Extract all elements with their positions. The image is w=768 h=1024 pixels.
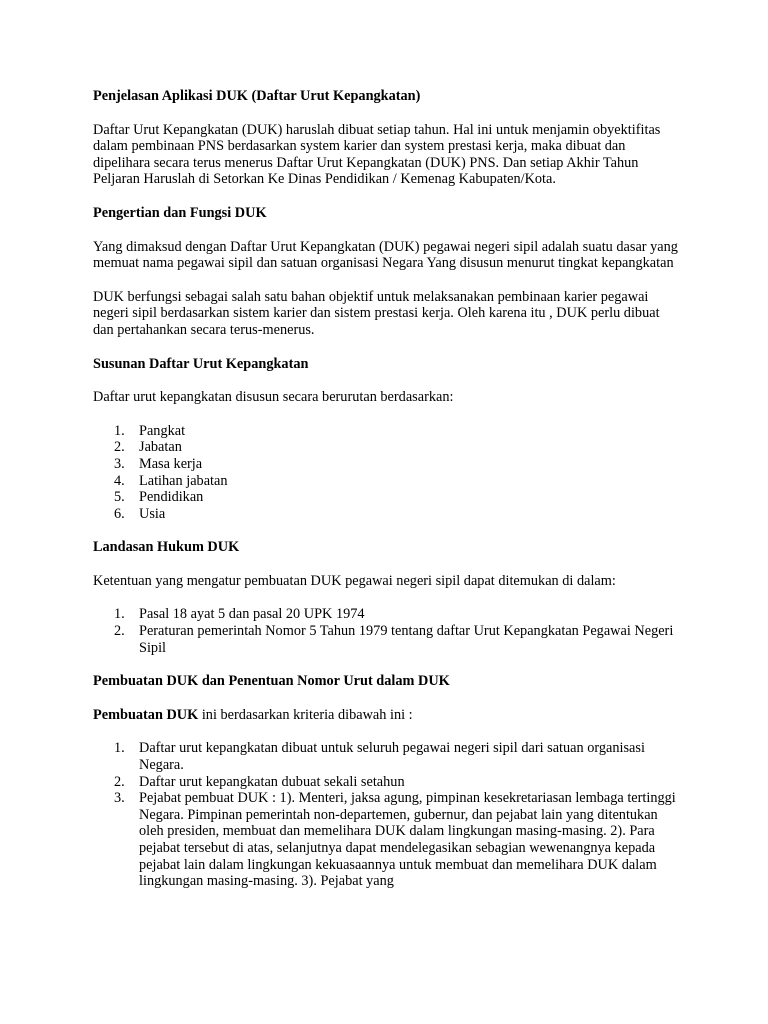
list-item xyxy=(93,740,683,773)
landasan-intro: Ketentuan yang mengatur pembuatan DUK pegawai negeri sipil dapat ditemukan di dalam: xyxy=(93,572,616,589)
list-item xyxy=(93,423,683,440)
pengertian-paragraph: Yang dimaksud dengan Daftar Urut Kepangkatan (DUK) pegawai negeri sipil adalah suatu dasar yang memuat nama pegawai sipil dan satuan organisasi Negara Yang disusun menurut tingkat kepangkatan xyxy=(93,238,678,272)
document-title: Penjelasan Aplikasi DUK (Daftar Urut Kepangkatan) xyxy=(93,88,421,104)
pembuatan-list xyxy=(93,740,683,889)
list-number: 3. xyxy=(114,790,125,807)
list-number: 3. xyxy=(114,455,125,472)
list-item xyxy=(93,473,683,490)
document-body xyxy=(93,88,683,890)
list-number: 1. xyxy=(114,606,125,623)
pembuatan-intro xyxy=(93,707,683,724)
list-item-text: Latihan jabatan xyxy=(139,472,228,489)
list-number: 2. xyxy=(114,773,125,790)
list-item-text: Usia xyxy=(139,505,166,522)
susunan-list xyxy=(93,423,683,523)
list-number: 2. xyxy=(114,439,125,456)
list-item-text: Pasal 18 ayat 5 dan pasal 20 UPK 1974 xyxy=(139,606,365,623)
intro-paragraph: Daftar Urut Kepangkatan (DUK) haruslah dibuat setiap tahun. Hal ini untuk menjamin obyektifitas dalam pembinaan PNS berdasarkan system karier dan system prestasi kerja, maka dibuat dan dipelihara secara terus menerus Daftar Urut Kepangkatan (DUK) PNS. Dan setiap Akhir Tahun Peljaran Haruslah di Setorkan Ke Dinas Pendidikan / Kemenag Kabupaten/Kota. xyxy=(93,121,661,188)
list-item-text: Masa kerja xyxy=(139,455,203,472)
list-item-text: Daftar urut kepangkatan dibuat untuk seluruh pegawai negeri sipil dari satuan organisasi Negara. xyxy=(139,740,645,774)
list-item xyxy=(93,456,683,473)
landasan-list xyxy=(93,606,683,656)
susunan-intro: Daftar urut kepangkatan disusun secara berurutan berdasarkan: xyxy=(93,389,454,406)
list-item xyxy=(93,623,683,656)
list-item xyxy=(93,439,683,456)
list-item xyxy=(93,606,683,623)
list-number: 1. xyxy=(114,422,125,439)
list-item-text: Pendidikan xyxy=(139,489,204,506)
fungsi-paragraph: DUK berfungsi sebagai salah satu bahan objektif untuk melaksanakan pembinaan karier pegawai negeri sipil berdasarkan sistem karier dan sistem prestasi kerja. Oleh karena itu , DUK perlu dibuat dan pertahankan secara terus-menerus. xyxy=(93,288,660,338)
list-number: 6. xyxy=(114,505,125,522)
section-heading-pengertian: Pengertian dan Fungsi DUK xyxy=(93,204,267,221)
list-number: 2. xyxy=(114,623,125,640)
list-item xyxy=(93,506,683,523)
list-number: 5. xyxy=(114,489,125,506)
pembuatan-intro-bold: Pembuatan DUK xyxy=(93,706,199,723)
list-item-text: Peraturan pemerintah Nomor 5 Tahun 1979 tentang daftar Urut Kepangkatan Pegawai Negeri Sipil xyxy=(139,623,674,656)
list-number: 4. xyxy=(114,472,125,489)
list-item-text: Daftar urut kepangkatan dubuat sekali setahun xyxy=(139,773,405,790)
section-heading-pembuatan: Pembuatan DUK dan Penentuan Nomor Urut dalam DUK xyxy=(93,673,450,690)
list-item xyxy=(93,774,683,791)
list-number: 1. xyxy=(114,740,125,757)
list-item xyxy=(93,489,683,506)
pembuatan-intro-rest: ini berdasarkan kriteria dibawah ini : xyxy=(198,706,413,723)
list-item-text: Pangkat xyxy=(139,422,186,439)
section-heading-susunan: Susunan Daftar Urut Kepangkatan xyxy=(93,355,309,372)
section-heading-landasan: Landasan Hukum DUK xyxy=(93,539,240,556)
list-item-text: Jabatan xyxy=(139,439,182,456)
list-item xyxy=(93,790,683,890)
list-item-text: Pejabat pembuat DUK : 1). Menteri, jaksa agung, pimpinan kesekretariasan lembaga tertinggi Negara. Pimpinan pemerintah non-departemen, gubernur, dan pejabat lain yang ditentukan oleh presiden, membuat dan memelihara DUK dalam lingkungan masing-masing. 2). Para pejabat tersebut di atas, selanjutnya dapat mendelegasikan sebagian wewenangnya kepada pejabat lain dalam lingkungan kekuasaannya untuk membuat dan memelihara DUK dalam lingkungan masing-masing. 3). Pejabat yang xyxy=(139,790,676,890)
